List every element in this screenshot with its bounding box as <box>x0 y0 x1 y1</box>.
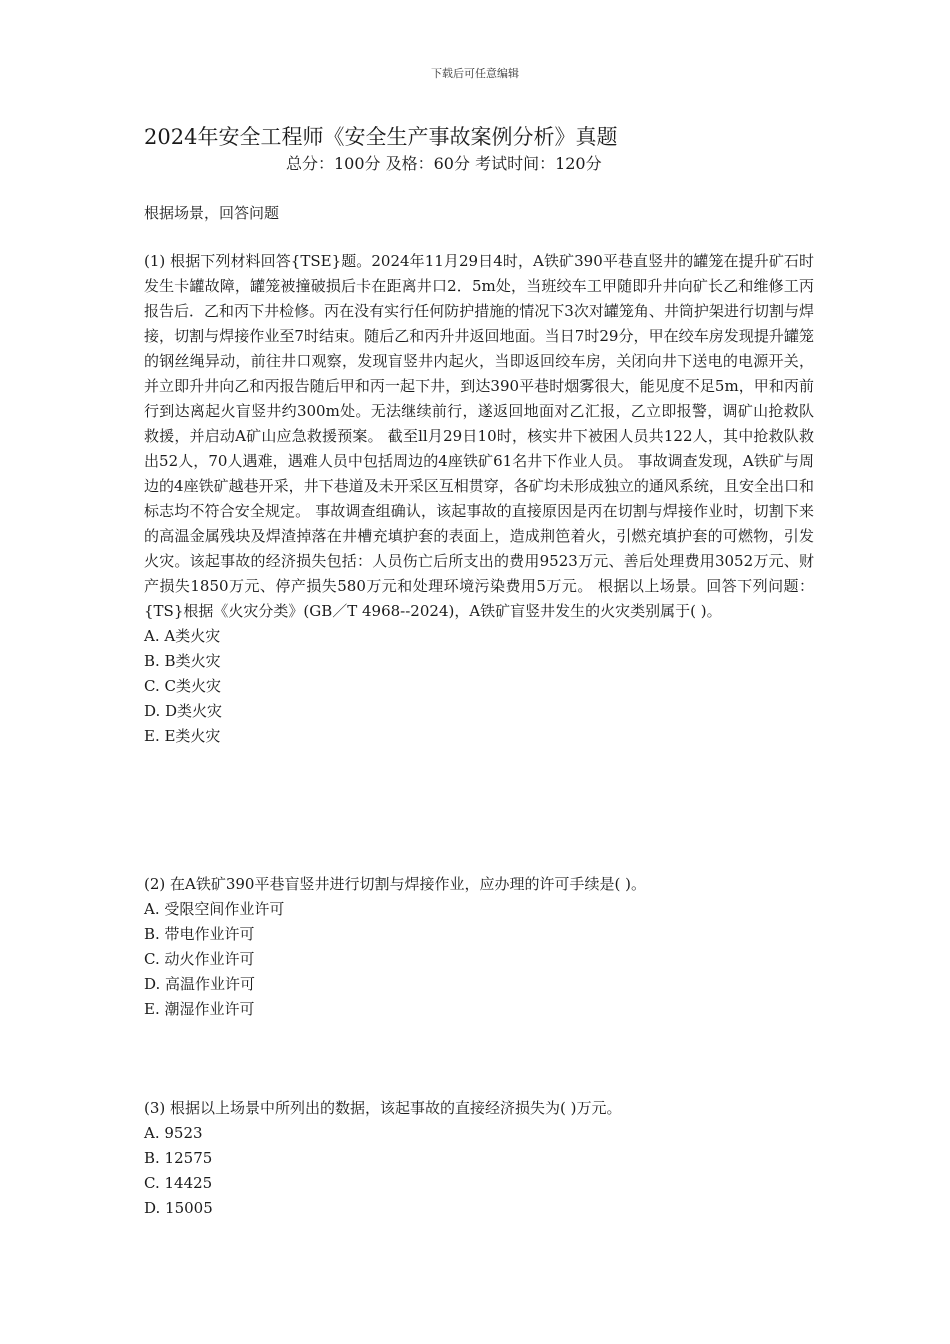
question-3-option-b[interactable]: B. 12575 <box>144 1149 213 1167</box>
question-3-option-c[interactable]: C. 14425 <box>144 1174 213 1192</box>
question-3-option-d[interactable]: D. 15005 <box>144 1199 213 1217</box>
question-1-option-b[interactable]: B. B类火灾 <box>144 652 221 670</box>
question-1-stem: (1) 根据下列材料回答{TSE}题。2024年11月29日4时，A铁矿390平巷直竖井的罐笼在提升矿石时发生卡罐故障，罐笼被撞破损后卡在距离井口2．5m处，当班绞车工甲随即升井向矿长乙和维修工丙报告后．乙和丙下井检修。丙在没有实行任何防护措施的情况下3次对罐笼角、井筒护架进行切割与焊接，切割与焊接作业至7时结束。随后乙和丙升井返回地面。当日7时29分，甲在绞车房发现提升罐笼的钢丝绳异动，前往井口观察，发现盲竖井内起火，当即返回绞车房，关闭向井下送电的电源开关，并立即升井向乙和丙报告随后甲和丙一起下井，到达390平巷时烟雾很大，能见度不足5m，甲和丙前行到达离起火盲竖井约300m处。无法继续前行，遂返回地面对乙汇报，乙立即报警，调矿山抢救队救援，并启动A矿山应急救援预案。 截至ll月29日10时，核实井下被困人员共122人，其中抢救队救出52人，70人遇难，遇难人员中包括周边的4座铁矿61名井下作业人员。 事故调查发现，A铁矿与周边的4座铁矿越巷开采，井下巷道及未开采区互相贯穿，各矿均未形成独立的通风系统，且安全出口和标志均不符合安全规定。 事故调查组确认，该起事故的直接原因是丙在切割与焊接作业时，切割下来的高温金属残块及焊渣掉落在井槽充填护套的表面上，造成荆笆着火，引燃充填护套的可燃物，引发火灾。该起事故的经济损失包括：人员伤亡后所支出的费用9523万元、善后处理费用3052万元、财产损失1850万元、停产损失580万元和处理环境污染费用5万元。 根据以上场景。回答下列问题： {TS}根据《火灾分类》(GB／T 4968--2024)，A铁矿盲竖井发生的火灾类别属于( )。 <box>144 252 814 620</box>
question-2-option-c[interactable]: C. 动火作业许可 <box>144 950 255 968</box>
question-1-option-c[interactable]: C. C类火灾 <box>144 677 221 695</box>
question-2-option-b[interactable]: B. 带电作业许可 <box>144 925 255 943</box>
page-header-note: 下载后可任意编辑 <box>431 67 519 80</box>
question-2-stem: (2) 在A铁矿390平巷盲竖井进行切割与焊接作业，应办理的许可手续是( )。 <box>144 875 646 893</box>
question-1-option-e[interactable]: E. E类火灾 <box>144 727 221 745</box>
question-2-option-e[interactable]: E. 潮湿作业许可 <box>144 1000 255 1018</box>
question-3-option-a[interactable]: A. 9523 <box>144 1124 203 1142</box>
question-1 <box>144 249 814 749</box>
question-2-option-a[interactable]: A. 受限空间作业许可 <box>144 900 285 918</box>
question-3 <box>144 1096 814 1221</box>
page-title: 2024年安全工程师《安全生产事故案例分析》真题 <box>144 125 618 149</box>
question-3-stem: (3) 根据以上场景中所列出的数据，该起事故的直接经济损失为( )万元。 <box>144 1099 622 1117</box>
question-2-option-d[interactable]: D. 高温作业许可 <box>144 975 256 993</box>
intro-instruction: 根据场景，回答问题 <box>144 204 280 222</box>
exam-info: 总分：100分 及格：60分 考试时间：120分 <box>286 154 602 173</box>
question-1-option-a[interactable]: A. A类火灾 <box>144 627 221 645</box>
question-1-option-d[interactable]: D. D类火灾 <box>144 702 223 720</box>
question-2 <box>144 872 814 1022</box>
